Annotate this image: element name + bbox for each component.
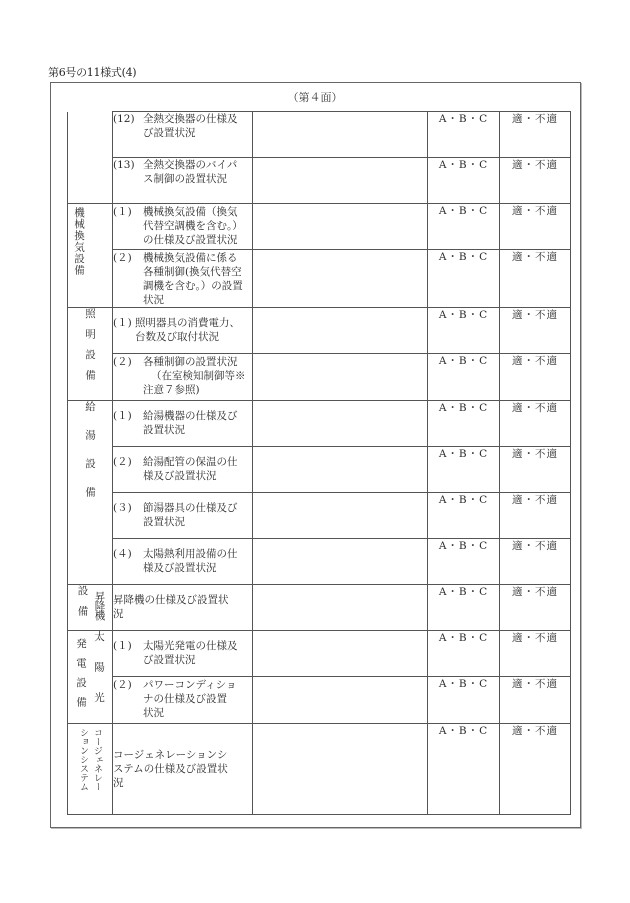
notes-cell[interactable]: [253, 631, 428, 677]
item-cell: (12) 全熱交換器の仕様及 び設置状況: [113, 112, 253, 158]
judge-options[interactable]: 適・不適: [500, 354, 571, 401]
item-cell: (１) 太陽光発電の仕様及 び設置状況: [113, 631, 253, 677]
table-row: [68, 539, 571, 585]
grade-options[interactable]: A・B・C: [428, 493, 500, 539]
judge-options[interactable]: 適・不適: [500, 539, 571, 585]
grade-options[interactable]: A・B・C: [428, 401, 500, 447]
judge-options[interactable]: 適・不適: [500, 447, 571, 493]
category-continued: [68, 112, 113, 204]
grade-options[interactable]: A・B・C: [428, 677, 500, 723]
item-cell: (13) 全熱交換器のバイパ ス制御の設置状況: [113, 158, 253, 204]
notes-cell[interactable]: [253, 401, 428, 447]
notes-cell[interactable]: [253, 354, 428, 401]
item-cell: (１) 機械換気設備（換気 代替空調機を含む。） の仕様及び設置状況: [113, 204, 253, 250]
form-id: 第6号の11様式(4): [48, 66, 137, 79]
grade-options[interactable]: A・B・C: [428, 112, 500, 158]
notes-cell[interactable]: [253, 112, 428, 158]
notes-cell[interactable]: [253, 585, 428, 631]
judge-options[interactable]: 適・不適: [500, 112, 571, 158]
table-row: [68, 354, 571, 401]
notes-cell[interactable]: [253, 250, 428, 308]
item-cell: (１) 照明器具の消費電力、 台数及び取付状況: [113, 308, 253, 354]
grade-options[interactable]: A・B・C: [428, 158, 500, 204]
item-cell: (４) 太陽熱利用設備の仕 様及び設置状況: [113, 539, 253, 585]
grade-options[interactable]: A・B・C: [428, 447, 500, 493]
notes-cell[interactable]: [253, 204, 428, 250]
category-mechanical-ventilation: 機械換気設備: [68, 204, 113, 308]
notes-cell[interactable]: [253, 447, 428, 493]
item-cell: 昇降機の仕様及び設置状 況: [113, 585, 253, 631]
notes-cell[interactable]: [253, 493, 428, 539]
grade-options[interactable]: A・B・C: [428, 308, 500, 354]
item-cell: (１) 給湯機器の仕様及び 設置状況: [113, 401, 253, 447]
category-hot-water: 給湯設備: [68, 401, 113, 585]
grade-options[interactable]: A・B・C: [428, 631, 500, 677]
category-solar-power: 発電設備 太陽光: [68, 631, 113, 724]
table-row: [68, 308, 571, 354]
table-row: [68, 677, 571, 723]
grade-options[interactable]: A・B・C: [428, 723, 500, 814]
category-elevator: 設備 昇降機: [68, 585, 113, 631]
judge-options[interactable]: 適・不適: [500, 631, 571, 677]
table-row: [68, 585, 571, 631]
table-row: [68, 158, 571, 204]
judge-options[interactable]: 適・不適: [500, 308, 571, 354]
grade-options[interactable]: A・B・C: [428, 585, 500, 631]
page-label: （第４面）: [287, 91, 343, 104]
grade-options[interactable]: A・B・C: [428, 539, 500, 585]
table-row: [68, 204, 571, 250]
grade-options[interactable]: A・B・C: [428, 204, 500, 250]
judge-options[interactable]: 適・不適: [500, 158, 571, 204]
judge-options[interactable]: 適・不適: [500, 250, 571, 308]
table-row: [68, 401, 571, 447]
notes-cell[interactable]: [253, 723, 428, 814]
item-cell: (３) 節湯器具の仕様及び 設置状況: [113, 493, 253, 539]
table-row: [68, 631, 571, 677]
table-row: [68, 493, 571, 539]
grade-options[interactable]: A・B・C: [428, 250, 500, 308]
judge-options[interactable]: 適・不適: [500, 493, 571, 539]
table-row: [68, 250, 571, 308]
table-row: [68, 723, 571, 814]
judge-options[interactable]: 適・不適: [500, 204, 571, 250]
judge-options[interactable]: 適・不適: [500, 401, 571, 447]
table-row: [68, 112, 571, 158]
item-cell: (２) パワーコンディショ ナの仕様及び設置 状況: [113, 677, 253, 723]
judge-options[interactable]: 適・不適: [500, 677, 571, 723]
table-row: [68, 447, 571, 493]
notes-cell[interactable]: [253, 308, 428, 354]
category-cogeneration: ションシステム コージェネレー: [68, 723, 113, 814]
inspection-table: [67, 111, 571, 815]
item-cell: (２) 給湯配管の保温の仕 様及び設置状況: [113, 447, 253, 493]
notes-cell[interactable]: [253, 158, 428, 204]
item-cell: コージェネレーションシ ステムの仕様及び設置状 況: [113, 723, 253, 814]
judge-options[interactable]: 適・不適: [500, 723, 571, 814]
notes-cell[interactable]: [253, 677, 428, 723]
grade-options[interactable]: A・B・C: [428, 354, 500, 401]
item-cell: (２) 機械換気設備に係る 各種制御(換気代替空 調機を含む。）の設置 状況: [113, 250, 253, 308]
notes-cell[interactable]: [253, 539, 428, 585]
category-lighting: 照明設備: [68, 308, 113, 401]
judge-options[interactable]: 適・不適: [500, 585, 571, 631]
item-cell: (２) 各種制御の設置状況 （在室検知制御等※ 注意７参照): [113, 354, 253, 401]
